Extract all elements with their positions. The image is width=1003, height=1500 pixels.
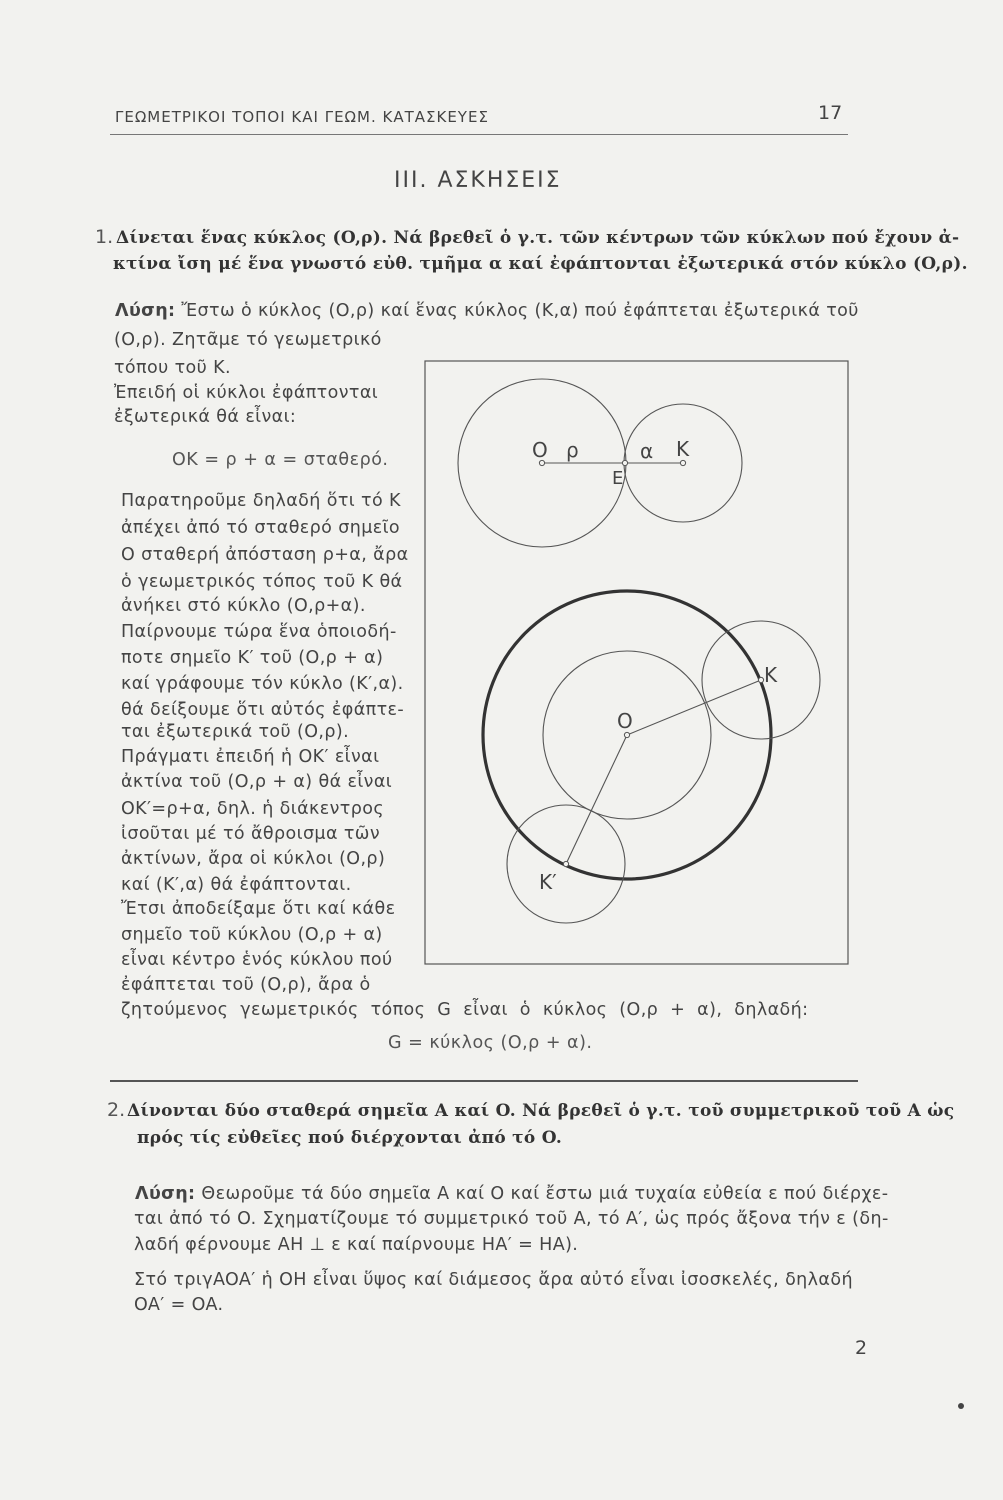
section-divider: [110, 1080, 858, 1082]
solution-1-line: καί (K′,α) θά ἐφάπτονται.: [121, 875, 352, 895]
label-o-2: O: [617, 709, 633, 733]
page-number: 17: [818, 102, 843, 124]
solution-1-line: ἀκτίνων, ἄρα οἱ κύκλοι (O,ρ): [121, 849, 386, 869]
solution-1-line: σημεῖο τοῦ κύκλου (O,ρ + α): [121, 925, 383, 945]
label-rho: ρ: [566, 438, 579, 462]
label-alpha: α: [640, 439, 654, 463]
solution-1-line: καί γράφουμε τόν κύκλο (K′,α).: [121, 674, 404, 694]
solution-1-line: (O,ρ). Ζητᾶμε τό γεωμετρικό: [114, 330, 382, 350]
solution-2-line: Στό τριγAOA′ ἡ OH εἶναι ὕψος καί διάμεσος ἄρα αὐτό εἶναι ἰσοσκελές, δηλαδή: [134, 1270, 853, 1290]
point-o-2: [624, 732, 629, 737]
section-title: III. ΑΣΚΗΣΕΙΣ: [394, 168, 562, 193]
solution-1-line: Ἔτσι ἀποδείξαμε ὅτι καί κάθε: [121, 899, 396, 919]
solution-1-conclusion: ζητούμενος γεωμετρικός τόπος G εἶναι ὁ κύκλος (O,ρ + α), δηλαδή:: [121, 1000, 809, 1020]
exercise-2-number: 2.: [107, 1099, 126, 1121]
solution-1-line: ἰσοῦται μέ τό ἄθροισμα τῶν: [121, 824, 381, 844]
solution-1-line: Πράγματι ἐπειδή ἡ OK′ εἶναι: [121, 747, 380, 767]
point-k: [680, 460, 685, 465]
solution-1-line: Παρατηροῦμε δηλαδή ὅτι τό K: [121, 491, 401, 511]
solution-1-line: ται ἐξωτερικά τοῦ (O,ρ).: [121, 722, 350, 742]
solution-1-line: O σταθερή ἀπόσταση ρ+α, ἄρα: [121, 545, 409, 565]
equation-locus: G = κύκλος (O,ρ + α).: [388, 1033, 593, 1053]
point-e: [622, 460, 627, 465]
solution-1-line: ἀνήκει στό κύκλο (O,ρ+α).: [121, 596, 366, 616]
solution-1-line: ἀπέχει ἀπό τό σταθερό σημεῖο: [121, 518, 401, 538]
solution-1-line: ἀκτίνα τοῦ (O,ρ + α) θά εἶναι: [121, 772, 393, 792]
solution-1-line: OK′=ρ+α, δηλ. ἡ διάκεντρος: [121, 799, 384, 819]
solution-1-first-text: Ἔστω ὁ κύκλος (O,ρ) καί ἕνας κύκλος (K,α) πού ἐφάπτεται ἐξωτερικά τοῦ: [181, 301, 859, 321]
solution-label: Λύση:: [115, 301, 176, 321]
solution-2-first-text: Θεωροῦμε τά δύο σημεῖα A καί O καί ἔστω μιά τυχαία εὐθεία ε πού διέρχε-: [201, 1184, 889, 1204]
label-k-2: K: [764, 663, 778, 687]
ink-dot: [958, 1403, 964, 1409]
label-o: O: [532, 438, 548, 462]
solution-1-line: τόπου τοῦ K.: [114, 358, 231, 378]
solution-1-line: ἐξωτερικά θά εἶναι:: [114, 407, 297, 427]
exercise-1-statement-line: κτίνα ἴση μέ ἕνα γνωστό εὐθ. τμῆμα α καί ἐφάπτονται ἐξωτερικά στόν κύκλο (O,ρ).: [113, 254, 968, 274]
solution-1-line: θά δείξουμε ὅτι αὐτός ἐφάπτε-: [121, 700, 405, 720]
signature-number: 2: [855, 1337, 868, 1359]
solution-1-line: ἐφάπτεται τοῦ (O,ρ), ἄρα ὁ: [121, 975, 371, 995]
solution-1-line: ὁ γεωμετρικός τόπος τοῦ K θά: [121, 572, 403, 592]
running-header: ΓΕΩΜΕΤΡΙΚΟΙ ΤΟΠΟΙ ΚΑΙ ΓΕΩΜ. ΚΑΤΑΣΚΕΥΕΣ: [115, 108, 489, 126]
solution-1-line: ποτε σημεῖο K′ τοῦ (O,ρ + α): [121, 648, 384, 668]
label-e: E: [612, 468, 624, 489]
radius-okprime: [566, 735, 627, 864]
solution-2-first-line: [135, 1184, 888, 1204]
exercise-1-statement-line: Δίνεται ἕνας κύκλος (O,ρ). Νά βρεθεῖ ὁ γ.τ. τῶν κέντρων τῶν κύκλων πού ἔχουν ἀ-: [116, 228, 960, 248]
label-kprime: K′: [539, 870, 557, 894]
solution-1-line: Ἐπειδή οἱ κύκλοι ἐφάπτονται: [114, 383, 379, 403]
exercise-2-statement-line: πρός τίς εὐθεῖες πού διέρχονται ἀπό τό O.: [137, 1128, 563, 1148]
solution-2-line: λαδή φέρνουμε AH ⊥ ε καί παίρνουμε HA′ = HA).: [134, 1235, 579, 1255]
label-k: K: [676, 437, 690, 461]
exercise-1-number: 1.: [95, 226, 114, 248]
figure-frame: [425, 361, 848, 964]
solution-label: Λύση:: [135, 1184, 196, 1204]
radius-ok: [627, 680, 761, 735]
point-kprime: [563, 861, 568, 866]
exercise-2-statement-line: Δίνονται δύο σταθερά σημεῖα A καί O. Νά βρεθεῖ ὁ γ.τ. τοῦ συμμετρικοῦ τοῦ A ὡς: [127, 1101, 955, 1121]
solution-1-line: εἶναι κέντρο ἑνός κύκλου πού: [121, 950, 393, 970]
solution-1-line: Παίρνουμε τώρα ἕνα ὁποιοδή-: [121, 622, 397, 642]
point-k-2: [758, 677, 763, 682]
solution-2-line: OA′ = OA.: [134, 1295, 224, 1315]
solution-2-line: ται ἀπό τό O. Σχηματίζουμε τό συμμετρικό τοῦ A, τό A′, ὡς πρός ἄξονα τήν ε (δη-: [134, 1209, 889, 1229]
equation-ok: OK = ρ + α = σταθερό.: [172, 450, 389, 470]
